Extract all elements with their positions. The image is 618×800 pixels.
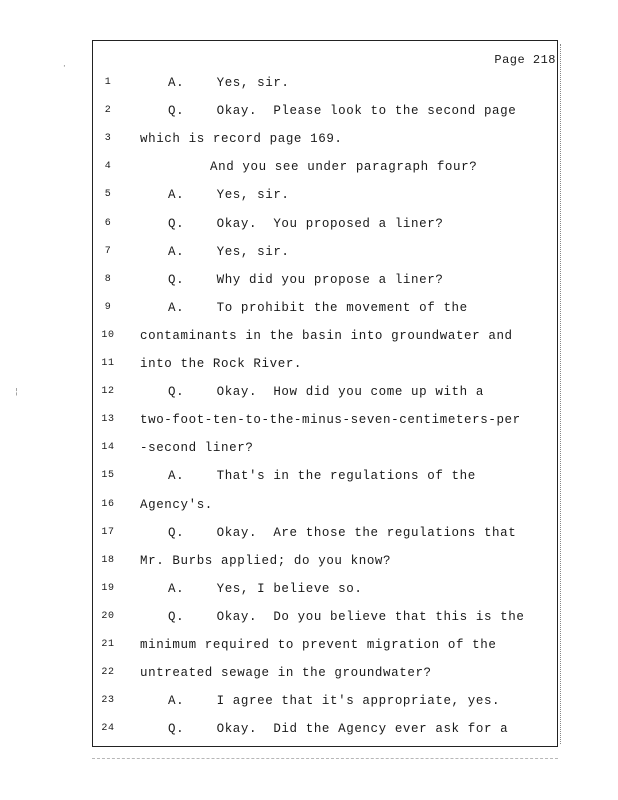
bottom-scan-artifact [92, 758, 558, 762]
transcript-line [0, 385, 618, 405]
transcript-line [0, 104, 618, 124]
transcript-line [0, 469, 618, 489]
transcript-text: A. I agree that it's appropriate, yes. [168, 694, 501, 709]
transcript-text: A. Yes, sir. [168, 244, 290, 259]
transcript-line [0, 357, 618, 377]
line-number: 14 [101, 442, 115, 454]
transcript-text: Q. Okay. You proposed a liner? [168, 216, 444, 231]
line-number: 17 [101, 526, 115, 538]
transcript-line [0, 329, 618, 349]
line-number: 5 [104, 189, 112, 201]
line-number: 15 [101, 470, 115, 482]
transcript-line [0, 413, 618, 433]
transcript-line [0, 76, 618, 96]
line-number: 3 [104, 133, 112, 145]
transcript-text: Q. Okay. Did the Agency ever ask for a [168, 722, 509, 737]
transcript-text: -second liner? [140, 441, 254, 456]
line-number: 9 [104, 301, 112, 313]
scan-mark-top: · [62, 62, 67, 71]
line-number: 22 [101, 667, 115, 679]
line-number: 12 [101, 386, 115, 398]
transcript-line [0, 694, 618, 714]
line-number: 23 [101, 695, 115, 707]
transcript-text: A. Yes, sir. [168, 188, 290, 203]
line-number: 1 [104, 77, 112, 88]
line-number: 24 [101, 723, 115, 735]
transcript-line [0, 666, 618, 686]
line-number: 18 [101, 554, 115, 566]
transcript-text: two-foot-ten-to-the-minus-seven-centimeters-per [140, 413, 521, 428]
line-number: 20 [101, 610, 115, 622]
line-number: 8 [104, 273, 112, 285]
transcript-text: Q. Okay. Are those the regulations that [168, 525, 517, 540]
line-number: 13 [101, 414, 115, 426]
transcript-text: Mr. Burbs applied; do you know? [140, 553, 392, 568]
transcript-line [0, 722, 618, 742]
line-number: 19 [101, 582, 115, 594]
transcript-text: A. Yes, sir. [168, 76, 290, 90]
line-number: 16 [101, 498, 115, 510]
transcript-text: A. Yes, I believe so. [168, 581, 363, 596]
page-number: Page 218 [494, 53, 556, 67]
transcript-text: minimum required to prevent migration of the [140, 638, 497, 652]
transcript-text: A. To prohibit the movement of the [168, 300, 468, 315]
transcript-line [0, 498, 618, 518]
transcript-text: Agency's. [140, 497, 213, 512]
line-number: 7 [104, 245, 112, 257]
transcript-text: which is record page 169. [140, 132, 343, 147]
transcript-line [0, 582, 618, 602]
line-number: 6 [104, 217, 112, 229]
transcript-line [0, 132, 618, 152]
transcript-text: untreated sewage in the groundwater? [140, 666, 432, 681]
transcript-text: into the Rock River. [140, 357, 303, 371]
transcript-text: A. That's in the regulations of the [168, 469, 476, 484]
transcript-line [0, 301, 618, 321]
transcript-line [0, 188, 618, 208]
transcript-text: Q. Why did you propose a liner? [168, 272, 444, 287]
transcript-line [0, 610, 618, 630]
transcript-text: contaminants in the basin into groundwater and [140, 328, 513, 343]
line-number: 21 [101, 639, 115, 650]
transcript-line [0, 526, 618, 546]
line-number: 10 [101, 329, 115, 341]
line-number: 2 [104, 105, 112, 117]
line-number: 4 [104, 161, 112, 173]
line-number: 11 [101, 358, 115, 369]
transcript-text: Q. Okay. Do you believe that this is the [168, 609, 525, 624]
transcript-text: Q. Okay. Please look to the second page [168, 104, 517, 119]
transcript-line [0, 245, 618, 265]
transcript-line [0, 554, 618, 574]
transcript-text: And you see under paragraph four? [210, 160, 478, 175]
transcript-line [0, 160, 618, 180]
transcript-line [0, 441, 618, 461]
transcript-line [0, 217, 618, 237]
transcript-text: Q. Okay. How did you come up with a [168, 385, 484, 400]
transcript-line [0, 273, 618, 293]
scan-mark-middle: ¦ [14, 388, 19, 397]
transcript-line [0, 638, 618, 658]
